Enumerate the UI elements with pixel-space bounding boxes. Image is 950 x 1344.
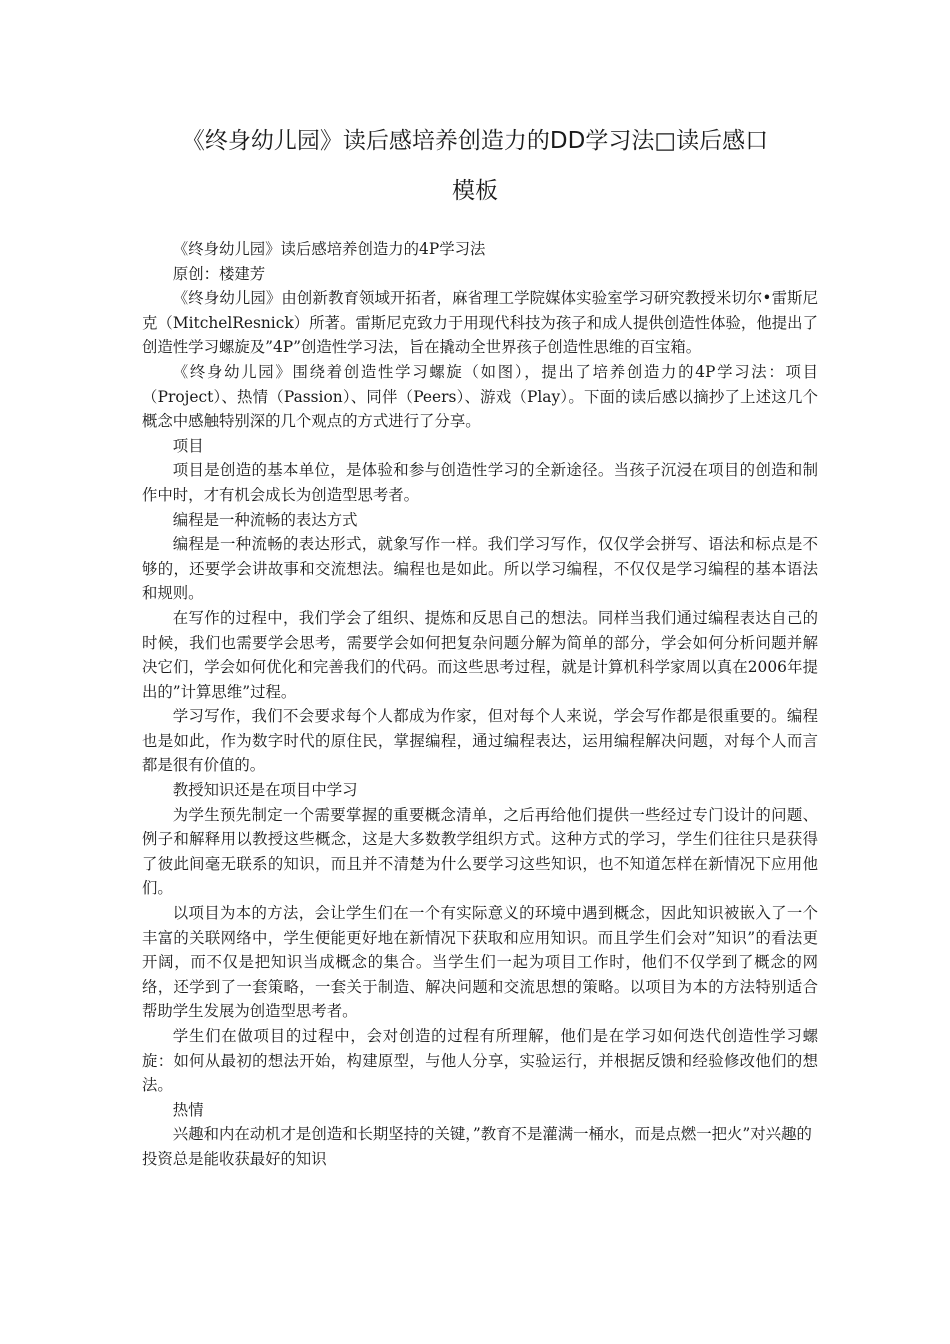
body-paragraph: 《终身幼儿园》围绕着创造性学习螺旋（如图），提出了培养创造力的4P学习法：项目（Project）、热情（Passion）、同伴（Peers）、游戏（Play）。下面的读后感以摘抄了上述这几个概念中感触特别深的几个观点的方式进行了分享。 <box>142 362 818 431</box>
body-paragraph: 《终身幼儿园》由创新教育领域开拓者，麻省理工学院媒体实验室学习研究教授米切尔•雷斯尼克（MitchelResnick）所著。雷斯尼克致力于用现代科技为孩子和成人提供创造性体验，他提出了创造性学习螺旋及”4P”创造性学习法，旨在撬动全世界孩子创造性思维的百宝箱。 <box>142 289 818 357</box>
body-paragraph: 以项目为本的方法，会让学生们在一个有实际意义的环境中遇到概念，因此知识被嵌入了一个丰富的关联网络中，学生便能更好地在新情况下获取和应用知识。而且学生们会对”知识”的看法更开阔，而不仅是把知识当成概念的集合。当学生们一起为项目工作时，他们不仅学到了概念的网络，还学到了一套策略，一套关于制造、解决问题和交流思想的策略。以项目为本的方法特别适合帮助学生发展为创造型思考者。 <box>142 904 818 1021</box>
body-paragraph: 兴趣和内在动机才是创造和长期坚持的关键，”教育不是灌满一桶水，而是点燃一把火”对兴趣的投资总是能收获最好的知识 <box>142 1125 812 1168</box>
body-paragraph: 为学生预先制定一个需要掌握的重要概念清单，之后再给他们提供一些经过专门设计的问题、例子和解释用以教授这些概念，这是大多数教学组织方式。这种方式的学习，学生们往往只是获得了彼此间毫无联系的知识，而且并不清楚为什么要学习这些知识，也不知道怎样在新情况下应用他们。 <box>142 805 818 898</box>
body-paragraph: 编程是一种流畅的表达形式，就象写作一样。我们学习写作，仅仅学会拼写、语法和标点是不够的，还要学会讲故事和交流想法。编程也是如此。所以学习编程，不仅仅是学习编程的基本语法和规则。 <box>142 535 818 603</box>
body-paragraph: 在写作的过程中，我们学会了组织、提炼和反思自己的想法。同样当我们通过编程表达自己的时候，我们也需要学会思考，需要学会如何把复杂问题分解为简单的部分，学会如何分析问题并解决它们，学会如何优化和完善我们的代码。而这些思考过程，就是计算机科学家周以真在2006年提出的”计算思维”过程。 <box>142 608 818 701</box>
document-body <box>142 237 818 1172</box>
section-heading-passion: 热情 <box>172 1100 204 1119</box>
subsection-heading: 编程是一种流畅的表达方式 <box>172 510 358 529</box>
section-heading-project: 项目 <box>172 436 204 455</box>
article-title: 《终身幼儿园》读后感培养创造力的4P学习法 <box>172 240 486 258</box>
document-title-continued: 模板 <box>452 178 498 204</box>
document-title: 《终身幼儿园》读后感培养创造力的DD学习法□读后感口 <box>181 128 769 154</box>
body-paragraph: 项目是创造的基本单位，是体验和参与创造性学习的全新途径。当孩子沉浸在项目的创造和制作中时，才有机会成长为创造型思考者。 <box>142 461 818 504</box>
body-paragraph: 学习写作，我们不会要求每个人都成为作家，但对每个人来说，学会写作都是很重要的。编程也是如此，作为数字时代的原住民，掌握编程，通过编程表达，运用编程解决问题，对每个人而言都是很有价值的。 <box>142 707 818 775</box>
article-author: 原创：楼建芳 <box>172 264 266 283</box>
body-paragraph: 学生们在做项目的过程中，会对创造的过程有所理解，他们是在学习如何迭代创造性学习螺旋：如何从最初的想法开始，构建原型，与他人分享，实验运行，并根据反馈和经验修改他们的想法。 <box>142 1027 818 1095</box>
subsection-heading: 教授知识还是在项目中学习 <box>172 781 358 800</box>
